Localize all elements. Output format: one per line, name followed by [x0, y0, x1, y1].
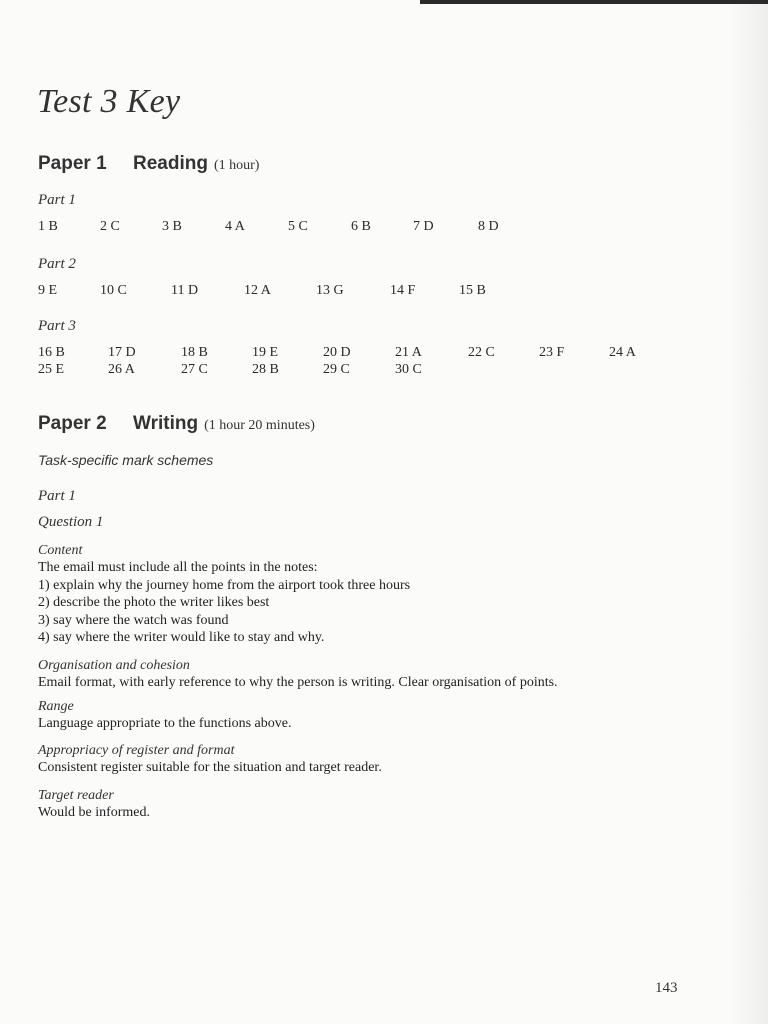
paper1-name: Reading: [133, 153, 208, 174]
answer-29: 29 C: [323, 362, 350, 377]
range-label: Range: [38, 699, 74, 714]
answer-19: 19 E: [252, 345, 279, 360]
organisation-text: Email format, with early reference to why the person is writing. Clear organisation of points.: [38, 675, 558, 690]
content-label: Content: [38, 543, 83, 558]
target-reader-label: Target reader: [38, 788, 114, 803]
content-line: 4) say where the writer would like to stay and why.: [38, 630, 325, 645]
paper1-part3-label: Part 3: [38, 318, 76, 334]
scan-top-edge: [420, 0, 768, 4]
answer-17: 17 D: [108, 345, 136, 360]
page-number: 143: [655, 980, 678, 996]
answer-9: 9 E: [38, 283, 58, 298]
paper1-duration: (1 hour): [213, 158, 260, 173]
content-line: 2) describe the photo the writer likes best: [38, 595, 270, 610]
paper1-part2-label: Part 2: [38, 256, 76, 272]
register-label: Appropriacy of register and format: [38, 743, 235, 758]
mark-schemes-subheading: Task-specific mark schemes: [38, 452, 214, 468]
answer-8: 8 D: [478, 219, 499, 234]
content-section: [38, 542, 718, 647]
range-section: [38, 698, 718, 733]
paper1-number: Paper 1: [38, 153, 107, 174]
answer-20: 20 D: [323, 345, 351, 360]
scan-edge-shading: [728, 0, 768, 1024]
answer-23: 23 F: [539, 345, 565, 360]
answer-21: 21 A: [395, 345, 422, 360]
answer-3: 3 B: [162, 219, 182, 234]
organisation-section: [38, 657, 718, 692]
answer-18: 18 B: [181, 345, 208, 360]
answer-24: 24 A: [609, 345, 636, 360]
answer-25: 25 E: [38, 362, 65, 377]
answer-14: 14 F: [390, 283, 416, 298]
answer-30: 30 C: [395, 362, 422, 377]
register-text: Consistent register suitable for the situation and target reader.: [38, 760, 382, 775]
content-line: 3) say where the watch was found: [38, 612, 229, 628]
paper1-part1-label: Part 1: [38, 192, 76, 208]
answer-16: 16 B: [38, 345, 65, 360]
answer-15: 15 B: [459, 283, 486, 298]
range-text: Language appropriate to the functions above.: [38, 716, 292, 731]
paper2-name: Writing: [133, 413, 199, 434]
answer-28: 28 B: [252, 362, 279, 377]
answer-12: 12 A: [244, 283, 271, 298]
answer-22: 22 C: [468, 345, 495, 360]
register-section: [38, 742, 718, 777]
answer-13: 13 G: [316, 283, 344, 298]
answer-1: 1 B: [38, 219, 58, 234]
answer-27: 27 C: [181, 362, 208, 377]
answer-5: 5 C: [288, 219, 308, 234]
answer-4: 4 A: [225, 219, 245, 234]
target-reader-text: Would be informed.: [38, 805, 151, 820]
target-reader-section: [38, 787, 718, 822]
paper2-heading: [38, 413, 315, 435]
answer-11: 11 D: [171, 283, 199, 298]
paper2-duration: (1 hour 20 minutes): [204, 418, 315, 433]
content-line: The email must include all the points in the notes:: [38, 560, 318, 575]
paper2-number: Paper 2: [38, 413, 107, 434]
answer-7: 7 D: [413, 219, 434, 234]
paper1-heading: [38, 153, 259, 175]
paper2-part1-label: Part 1: [38, 488, 76, 504]
page-title: Test 3 Key: [37, 83, 181, 120]
organisation-label: Organisation and cohesion: [38, 658, 190, 673]
answer-26: 26 A: [108, 362, 135, 377]
answer-6: 6 B: [351, 219, 371, 234]
answer-10: 10 C: [100, 283, 127, 298]
question-1-label: Question 1: [38, 514, 104, 530]
answer-2: 2 C: [100, 219, 120, 234]
content-line: 1) explain why the journey home from the airport took three hours: [38, 577, 411, 593]
